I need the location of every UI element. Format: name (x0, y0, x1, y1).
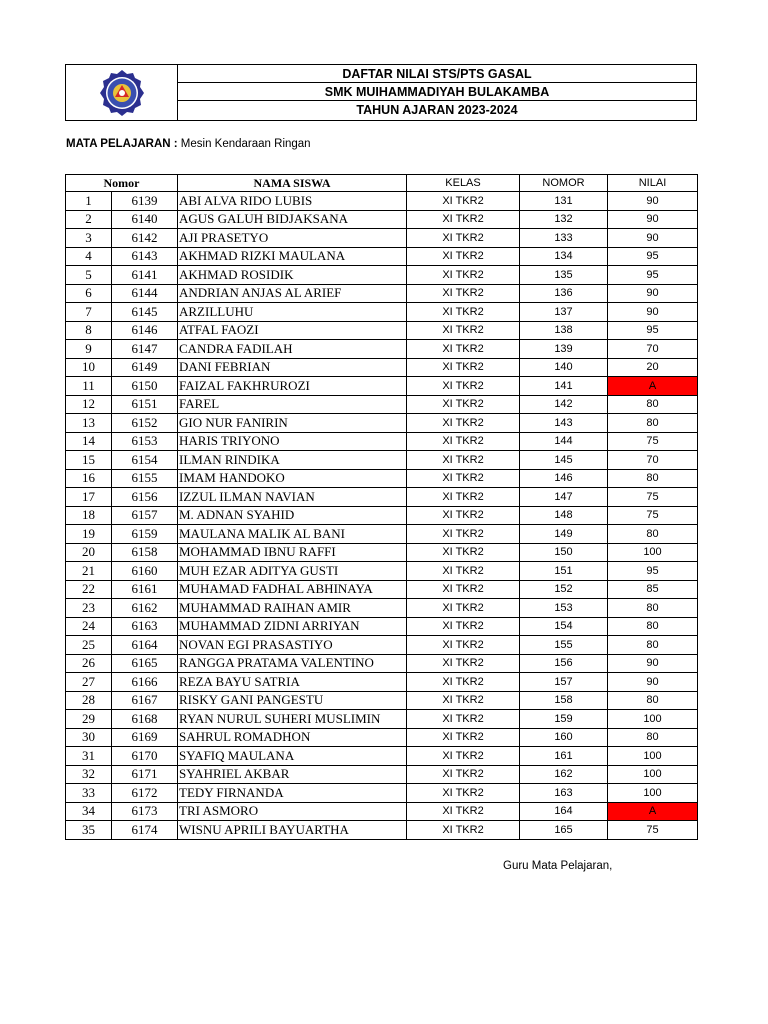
student-id: 6164 (112, 636, 178, 655)
student-name: ABI ALVA RIDO LUBIS (178, 192, 407, 211)
school-emblem-icon (97, 68, 147, 118)
class-cell: XI TKR2 (407, 469, 520, 488)
subject-value: Mesin Kendaraan Ringan (180, 138, 311, 150)
student-name: ANDRIAN ANJAS AL ARIEF (178, 284, 407, 303)
student-name: ARZILLUHU (178, 303, 407, 322)
grade-cell: 80 (608, 469, 698, 488)
student-id: 6153 (112, 432, 178, 451)
class-cell: XI TKR2 (407, 377, 520, 396)
class-cell: XI TKR2 (407, 525, 520, 544)
grade-cell: 90 (608, 284, 698, 303)
student-id: 6161 (112, 580, 178, 599)
student-name: FAIZAL FAKHRUROZI (178, 377, 407, 396)
exam-number: 132 (520, 210, 608, 229)
class-cell: XI TKR2 (407, 488, 520, 507)
class-cell: XI TKR2 (407, 210, 520, 229)
row-number: 19 (66, 525, 112, 544)
row-number: 15 (66, 451, 112, 470)
exam-number: 154 (520, 617, 608, 636)
row-number: 7 (66, 303, 112, 322)
row-number: 18 (66, 506, 112, 525)
grade-cell: 80 (608, 414, 698, 433)
row-number: 34 (66, 802, 112, 821)
student-name: MOHAMMAD IBNU RAFFI (178, 543, 407, 562)
row-number: 3 (66, 229, 112, 248)
table-row (66, 673, 698, 692)
grade-cell: 95 (608, 247, 698, 266)
table-row (66, 340, 698, 359)
grade-cell: 100 (608, 784, 698, 803)
row-number: 10 (66, 358, 112, 377)
table-row (66, 321, 698, 340)
exam-number: 138 (520, 321, 608, 340)
grade-cell: 80 (608, 728, 698, 747)
exam-number: 146 (520, 469, 608, 488)
class-cell: XI TKR2 (407, 284, 520, 303)
grade-cell: 80 (608, 636, 698, 655)
student-name: MUH EZAR ADITYA GUSTI (178, 562, 407, 581)
exam-number: 157 (520, 673, 608, 692)
table-row (66, 414, 698, 433)
grade-cell: 90 (608, 654, 698, 673)
student-id: 6158 (112, 543, 178, 562)
student-id: 6150 (112, 377, 178, 396)
row-number: 12 (66, 395, 112, 414)
exam-number: 155 (520, 636, 608, 655)
exam-number: 151 (520, 562, 608, 581)
exam-number: 165 (520, 821, 608, 840)
grade-cell: 85 (608, 580, 698, 599)
exam-number: 144 (520, 432, 608, 451)
exam-number: 139 (520, 340, 608, 359)
student-id: 6165 (112, 654, 178, 673)
student-name: AKHMAD ROSIDIK (178, 266, 407, 285)
exam-number: 158 (520, 691, 608, 710)
student-id: 6172 (112, 784, 178, 803)
exam-number: 142 (520, 395, 608, 414)
grade-cell: A (608, 802, 698, 821)
student-name: HARIS TRIYONO (178, 432, 407, 451)
table-row (66, 266, 698, 285)
class-cell: XI TKR2 (407, 654, 520, 673)
row-number: 24 (66, 617, 112, 636)
table-row (66, 636, 698, 655)
row-number: 17 (66, 488, 112, 507)
student-id: 6152 (112, 414, 178, 433)
student-id: 6163 (112, 617, 178, 636)
student-id: 6167 (112, 691, 178, 710)
table-row (66, 210, 698, 229)
student-name: SYAFIQ MAULANA (178, 747, 407, 766)
header-nomor: Nomor (66, 175, 178, 192)
class-cell: XI TKR2 (407, 562, 520, 581)
grade-cell: 100 (608, 747, 698, 766)
grade-cell: 95 (608, 562, 698, 581)
table-row (66, 562, 698, 581)
grade-cell: 75 (608, 488, 698, 507)
table-row (66, 691, 698, 710)
class-cell: XI TKR2 (407, 728, 520, 747)
table-row (66, 580, 698, 599)
table-row (66, 765, 698, 784)
student-id: 6162 (112, 599, 178, 618)
class-cell: XI TKR2 (407, 765, 520, 784)
row-number: 27 (66, 673, 112, 692)
grade-cell: 90 (608, 192, 698, 211)
row-number: 33 (66, 784, 112, 803)
exam-number: 133 (520, 229, 608, 248)
exam-number: 156 (520, 654, 608, 673)
class-cell: XI TKR2 (407, 358, 520, 377)
student-id: 6160 (112, 562, 178, 581)
academic-year: TAHUN AJARAN 2023-2024 (356, 103, 518, 117)
row-number: 20 (66, 543, 112, 562)
student-name: AJI PRASETYO (178, 229, 407, 248)
header-kelas: KELAS (407, 175, 520, 192)
class-cell: XI TKR2 (407, 247, 520, 266)
row-number: 13 (66, 414, 112, 433)
class-cell: XI TKR2 (407, 192, 520, 211)
row-number: 25 (66, 636, 112, 655)
exam-number: 161 (520, 747, 608, 766)
class-cell: XI TKR2 (407, 266, 520, 285)
table-row (66, 303, 698, 322)
class-cell: XI TKR2 (407, 303, 520, 322)
row-number: 6 (66, 284, 112, 303)
row-number: 29 (66, 710, 112, 729)
class-cell: XI TKR2 (407, 580, 520, 599)
table-row (66, 506, 698, 525)
student-name: ATFAL FAOZI (178, 321, 407, 340)
document-header (65, 64, 697, 121)
row-number: 26 (66, 654, 112, 673)
class-cell: XI TKR2 (407, 451, 520, 470)
student-id: 6174 (112, 821, 178, 840)
class-cell: XI TKR2 (407, 321, 520, 340)
row-number: 9 (66, 340, 112, 359)
student-id: 6144 (112, 284, 178, 303)
table-row (66, 543, 698, 562)
table-row (66, 654, 698, 673)
student-name: DANI FEBRIAN (178, 358, 407, 377)
exam-number: 135 (520, 266, 608, 285)
table-row (66, 284, 698, 303)
row-number: 22 (66, 580, 112, 599)
row-number: 32 (66, 765, 112, 784)
grade-cell: 70 (608, 451, 698, 470)
row-number: 35 (66, 821, 112, 840)
student-name: MUHAMAD FADHAL ABHINAYA (178, 580, 407, 599)
student-name: SAHRUL ROMADHON (178, 728, 407, 747)
exam-number: 149 (520, 525, 608, 544)
row-number: 5 (66, 266, 112, 285)
row-number: 2 (66, 210, 112, 229)
student-name: MUHAMMAD ZIDNI ARRIYAN (178, 617, 407, 636)
table-row (66, 821, 698, 840)
grade-cell: 95 (608, 321, 698, 340)
class-cell: XI TKR2 (407, 747, 520, 766)
student-name: IMAM HANDOKO (178, 469, 407, 488)
exam-number: 160 (520, 728, 608, 747)
class-cell: XI TKR2 (407, 617, 520, 636)
grade-cell: 90 (608, 303, 698, 322)
logo-cell (66, 65, 178, 120)
exam-number: 148 (520, 506, 608, 525)
grade-cell: 70 (608, 340, 698, 359)
grade-cell: 80 (608, 395, 698, 414)
class-cell: XI TKR2 (407, 691, 520, 710)
class-cell: XI TKR2 (407, 395, 520, 414)
exam-number: 162 (520, 765, 608, 784)
student-name: RANGGA PRATAMA VALENTINO (178, 654, 407, 673)
table-row (66, 488, 698, 507)
row-number: 14 (66, 432, 112, 451)
student-id: 6168 (112, 710, 178, 729)
header-nama: NAMA SISWA (178, 175, 407, 192)
document-title: DAFTAR NILAI STS/PTS GASAL (178, 65, 696, 83)
table-body (66, 192, 698, 840)
table-row (66, 451, 698, 470)
student-name: NOVAN EGI PRASASTIYO (178, 636, 407, 655)
grade-cell: 75 (608, 432, 698, 451)
table-row (66, 617, 698, 636)
grade-cell: 75 (608, 821, 698, 840)
student-id: 6146 (112, 321, 178, 340)
row-number: 31 (66, 747, 112, 766)
table-row (66, 395, 698, 414)
table-row (66, 432, 698, 451)
student-id: 6145 (112, 303, 178, 322)
grade-cell: 80 (608, 691, 698, 710)
grade-cell: 80 (608, 599, 698, 618)
class-cell: XI TKR2 (407, 414, 520, 433)
signature-label: Guru Mata Pelajaran, (503, 860, 613, 872)
class-cell: XI TKR2 (407, 802, 520, 821)
class-cell: XI TKR2 (407, 710, 520, 729)
class-cell: XI TKR2 (407, 636, 520, 655)
class-cell: XI TKR2 (407, 784, 520, 803)
grade-cell: 75 (608, 506, 698, 525)
row-number: 16 (66, 469, 112, 488)
exam-number: 137 (520, 303, 608, 322)
exam-number: 153 (520, 599, 608, 618)
class-cell: XI TKR2 (407, 432, 520, 451)
table-row (66, 784, 698, 803)
student-name: IZZUL ILMAN NAVIAN (178, 488, 407, 507)
grade-cell: 80 (608, 525, 698, 544)
school-name: SMK MUIHAMMADIYAH BULAKAMBA (178, 83, 696, 101)
row-number: 21 (66, 562, 112, 581)
row-number: 23 (66, 599, 112, 618)
grades-table (65, 174, 698, 840)
row-number: 1 (66, 192, 112, 211)
subject-label: MATA PELAJARAN : (66, 138, 178, 150)
student-name: CANDRA FADILAH (178, 340, 407, 359)
class-cell: XI TKR2 (407, 673, 520, 692)
student-name: GIO NUR FANIRIN (178, 414, 407, 433)
student-name: MUHAMMAD RAIHAN AMIR (178, 599, 407, 618)
grade-cell: 90 (608, 229, 698, 248)
student-name: REZA BAYU SATRIA (178, 673, 407, 692)
student-id: 6140 (112, 210, 178, 229)
student-id: 6151 (112, 395, 178, 414)
student-name: TRI ASMORO (178, 802, 407, 821)
student-name: RYAN NURUL SUHERI MUSLIMIN (178, 710, 407, 729)
grade-cell: A (608, 377, 698, 396)
student-id: 6155 (112, 469, 178, 488)
row-number: 11 (66, 377, 112, 396)
exam-number: 147 (520, 488, 608, 507)
exam-number: 134 (520, 247, 608, 266)
exam-number: 145 (520, 451, 608, 470)
class-cell: XI TKR2 (407, 599, 520, 618)
row-number: 28 (66, 691, 112, 710)
table-row (66, 358, 698, 377)
student-id: 6142 (112, 229, 178, 248)
header-nilai: NILAI (608, 175, 698, 192)
grade-cell: 20 (608, 358, 698, 377)
row-number: 30 (66, 728, 112, 747)
grade-cell: 100 (608, 710, 698, 729)
exam-number: 159 (520, 710, 608, 729)
table-row (66, 525, 698, 544)
student-id: 6156 (112, 488, 178, 507)
row-number: 8 (66, 321, 112, 340)
table-row (66, 747, 698, 766)
table-row (66, 469, 698, 488)
table-row (66, 247, 698, 266)
row-number: 4 (66, 247, 112, 266)
student-name: AKHMAD RIZKI MAULANA (178, 247, 407, 266)
student-name: RISKY GANI PANGESTU (178, 691, 407, 710)
subject-line (66, 138, 311, 150)
student-name: SYAHRIEL AKBAR (178, 765, 407, 784)
student-id: 6149 (112, 358, 178, 377)
student-name: M. ADNAN SYAHID (178, 506, 407, 525)
student-id: 6166 (112, 673, 178, 692)
student-id: 6173 (112, 802, 178, 821)
exam-number: 143 (520, 414, 608, 433)
student-id: 6143 (112, 247, 178, 266)
class-cell: XI TKR2 (407, 543, 520, 562)
student-name: AGUS GALUH BIDJAKSANA (178, 210, 407, 229)
student-id: 6159 (112, 525, 178, 544)
student-id: 6141 (112, 266, 178, 285)
student-id: 6139 (112, 192, 178, 211)
student-id: 6154 (112, 451, 178, 470)
exam-number: 136 (520, 284, 608, 303)
table-row (66, 710, 698, 729)
table-row (66, 377, 698, 396)
exam-number: 150 (520, 543, 608, 562)
exam-number: 140 (520, 358, 608, 377)
grade-cell: 100 (608, 765, 698, 784)
class-cell: XI TKR2 (407, 506, 520, 525)
student-name: ILMAN RINDIKA (178, 451, 407, 470)
student-name: WISNU APRILI BAYUARTHA (178, 821, 407, 840)
student-name: MAULANA MALIK AL BANI (178, 525, 407, 544)
exam-number: 163 (520, 784, 608, 803)
student-id: 6169 (112, 728, 178, 747)
student-id: 6171 (112, 765, 178, 784)
table-header-row (66, 175, 698, 192)
exam-number: 164 (520, 802, 608, 821)
grade-cell: 80 (608, 617, 698, 636)
grade-cell: 95 (608, 266, 698, 285)
grade-cell: 90 (608, 673, 698, 692)
exam-number: 141 (520, 377, 608, 396)
table-row (66, 229, 698, 248)
student-name: TEDY FIRNANDA (178, 784, 407, 803)
student-id: 6170 (112, 747, 178, 766)
class-cell: XI TKR2 (407, 340, 520, 359)
student-name: FAREL (178, 395, 407, 414)
table-row (66, 728, 698, 747)
table-row (66, 192, 698, 211)
class-cell: XI TKR2 (407, 229, 520, 248)
grade-cell: 100 (608, 543, 698, 562)
exam-number: 131 (520, 192, 608, 211)
table-row (66, 802, 698, 821)
grade-cell: 90 (608, 210, 698, 229)
exam-number: 152 (520, 580, 608, 599)
table-row (66, 599, 698, 618)
header-nomor-ujian: NOMOR (520, 175, 608, 192)
class-cell: XI TKR2 (407, 821, 520, 840)
student-id: 6157 (112, 506, 178, 525)
student-id: 6147 (112, 340, 178, 359)
